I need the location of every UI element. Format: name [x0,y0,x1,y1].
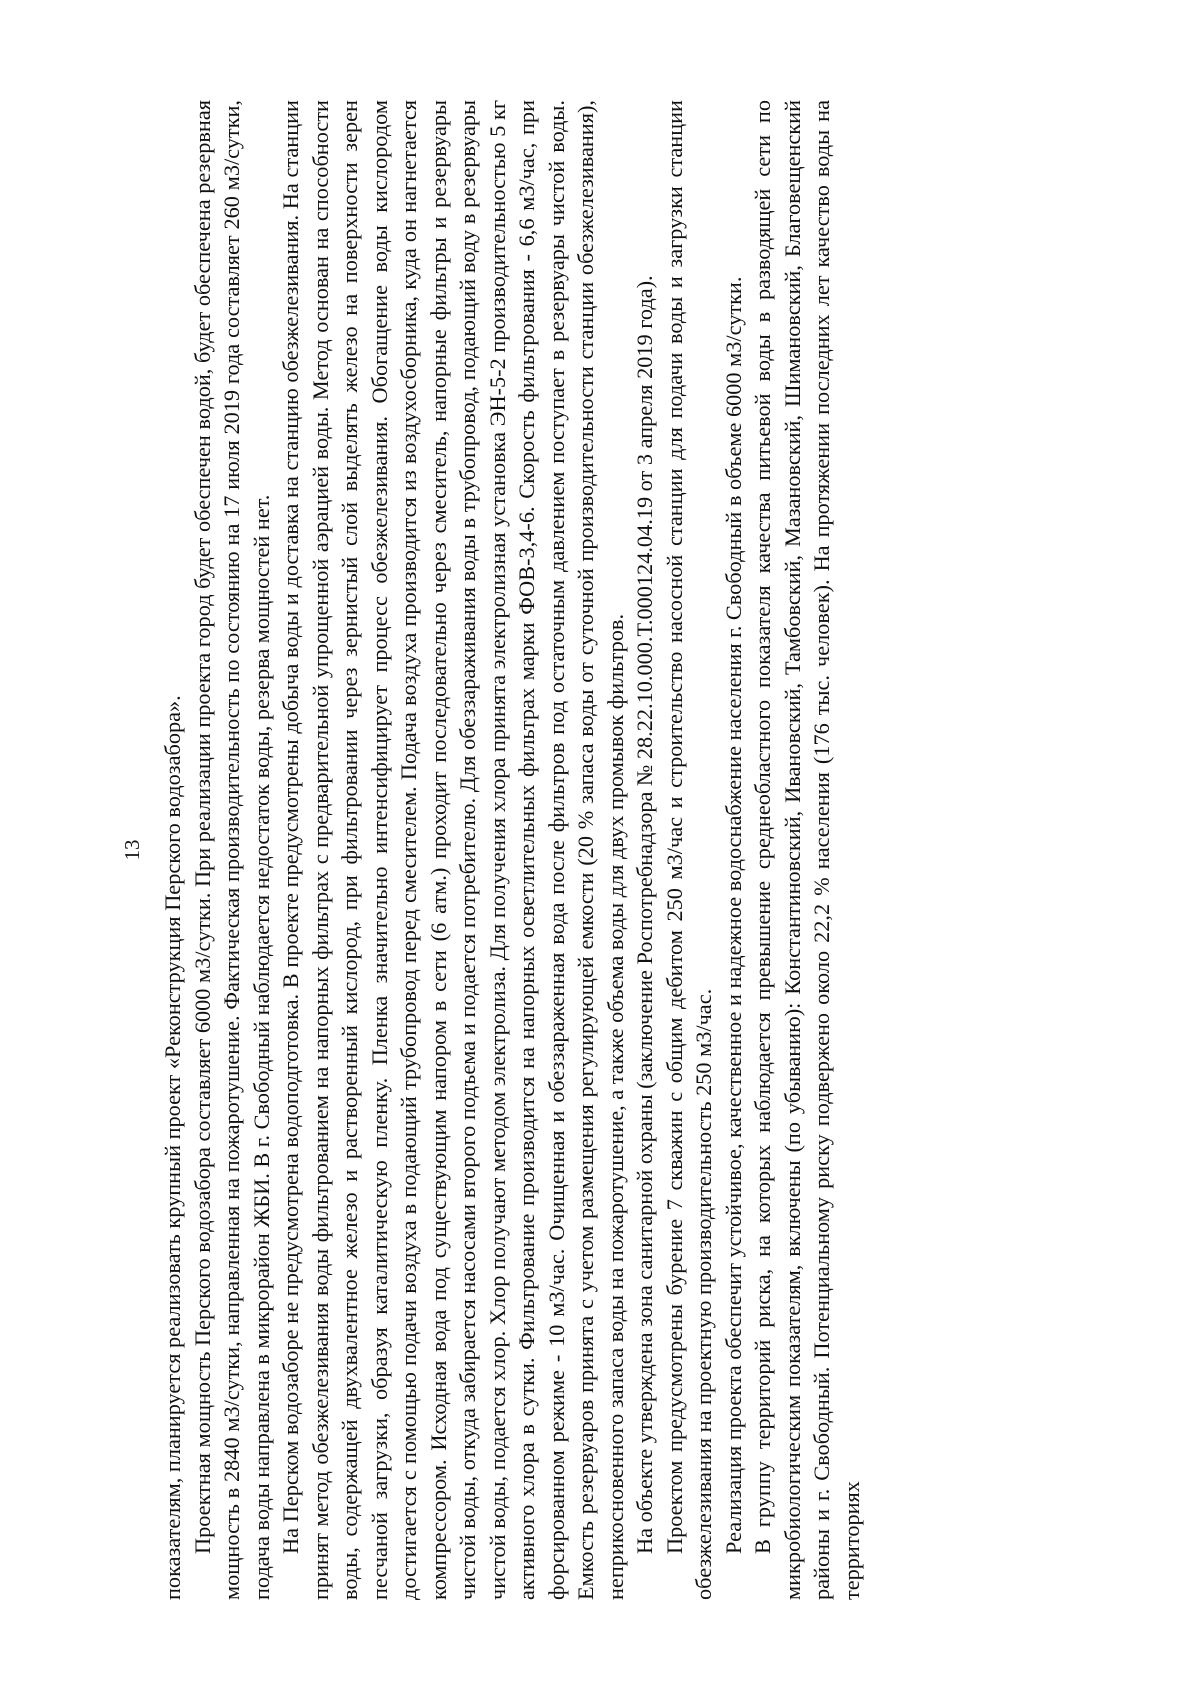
paragraph-6: Реализация проекта обеспечит устойчивое, качественное и надежное водоснабжение населения г. Свободный в объеме 6000 м3/сутки. [720,276,746,1554]
paragraph-7: В группу территорий риска, на которых наблюдается превышение среднеобластного показателя качества питьевой воды в разводящей сети по микробиологическим показателям, включены (по убыванию): Константиновский, Ивановский, Тамбовский, Мазановский, Шимановский, Благовещенский районы и г. Свободный. Потенциальному риску подвержено около 22,2 % населения (176 тыс. человек). На протяжении последних лет качество воды на территориях [750,100,864,1600]
body-text [158,100,866,1600]
paragraph-2: Проектная мощность Перского водозабора составляет 6000 м3/сутки. При реализации проекта город будет обеспечен водой, будет обеспечена резервная мощность в 2840 м3/сутки, направленная на пожаротушение. Фактическая производительность по состоянию на 17 июля 2019 года составляет 260 м3/сутки, подача воды направлена в микрорайон ЖБИ. В г. Свободный наблюдается недостаток воды, резерва мощностей нет. [189,100,274,1600]
paragraph-5: Проектом предусмотрены бурение 7 скважин с общим дебитом 250 м3/час и строительство насосной станции для подачи воды и загрузки станции обезжелезивания на проектную производительность 250 м3/час. [661,100,716,1600]
page-number: 13 [120,839,144,861]
paragraph-4: На объекте утверждена зона санитарной охраны (заключение Роспотребнадзора № 28.22.10.000.Т.000124.04.19 от 3 апреля 2019 года). [632,275,657,1554]
paragraph-1: показателям, планируется реализовать крупный проект «Реконструкция Перского водозабора». [160,695,185,1600]
paragraph-3: На Перском водозаборе не предусмотрена водоподготовка. В проекте предусмотрены добыча воды и доставка на станцию обезжелезивания. На станции принят метод обезжелезивания воды фильтрованием на напорных фильтрах с предварительной упрощенной аэрацией воды. Метод основан на способности воды, содержащей двухвалентное железо и растворенный кислород, при фильтровании через зернистый слой выделять железо на поверхности зерен песчаной загрузки, образуя каталитическую пленку. Пленка значительно интенсифицирует процесс обезжелезивания. Обогащение воды кислородом достигается с помощью подачи воздуха в подающий трубопровод перед смесителем. Подача воздуха производится из воздухосборника, куда он нагнетается компрессором. Исходная вода под существующим напором в сети (6 атм.) проходит последовательно через смеситель, напорные фильтры и резервуары чистой воды, откуда забирается насосами второго подъема и подается потребителю. Для обеззараживания воды в трубопровод, подающий воду в резервуары чистой воды, подается хлор. Хлор получают методом электролиза. Для получения хлора принята электролизная установка ЭН-5-2 производительностью 5 кг активного хлора в сутки. Фильтрование производится на напорных осветлительных фильтрах марки ФОВ-3,4-6. Скорость фильтрования - 6,6 м3/час, при форсированном режиме - 10 м3/час. Очищенная и обеззараженная вода после фильтров под остаточным давлением поступает в резервуары чистой воды. Емкость резервуаров принята с учетом размещения регулирующей емкости (20 % запаса воды от суточной производительности станции обезжелезивания), неприкосновенного запаса воды на пожаротушение, а также объема воды для двух промывок фильтров. [278,100,628,1600]
rotated-text-frame [120,100,1080,1600]
